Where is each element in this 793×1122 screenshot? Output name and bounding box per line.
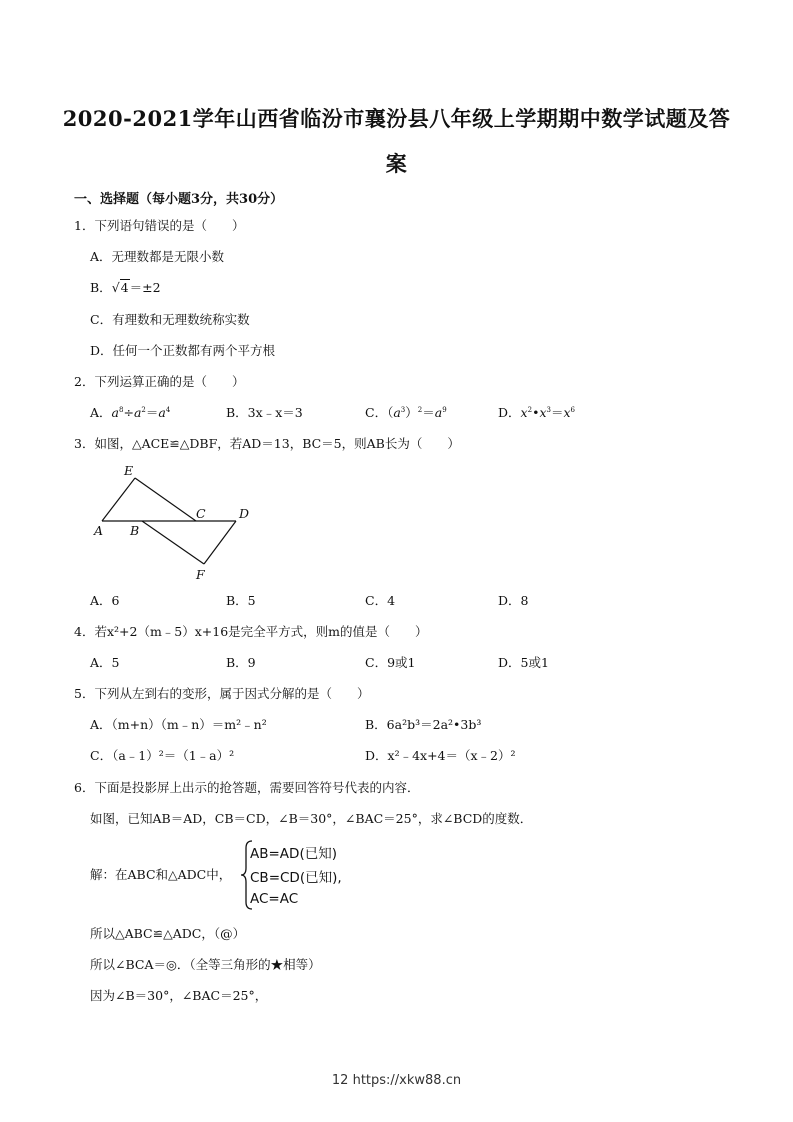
label-c: C <box>196 506 206 521</box>
page-title-line1: 2020-2021学年山西省临汾市襄汾县八年级上学期期中数学试题及答 <box>62 106 731 131</box>
q5-option-b: B．6a²b³＝2a²•3b³ <box>365 717 482 732</box>
q1-option-a: A．无理数都是无限小数 <box>90 249 225 264</box>
section-heading: 一、选择题（每小题3分，共30分） <box>74 192 284 207</box>
q2-option-c-label: C． <box>365 405 388 420</box>
q1-option-b <box>90 280 161 296</box>
q1-option-b-prefix: B． <box>90 280 112 295</box>
q5-stem: 5．下列从左到右的变形，属于因式分解的是（ ） <box>74 686 370 701</box>
q1-option-b-suffix: ＝±2 <box>129 280 161 295</box>
q2-option-a: A．$a^8\div a^2=a^4$ <box>90 405 171 420</box>
label-d: D <box>239 506 250 521</box>
q5-option-a: A．（m+n）（m﹣n）＝m²﹣n² <box>90 717 267 732</box>
system-equation-2: CB=CD(已知), <box>250 870 342 886</box>
q3-option-d: D．8 <box>498 593 529 608</box>
q2-option-c: C．$(a^3)^2=a^9$ <box>365 405 447 420</box>
q4-stem: 4．若x²+2（m﹣5）x+16是完全平方式，则m的值是（ ） <box>74 624 428 639</box>
system-equation-1: AB=AD(已知) <box>250 846 337 862</box>
page-title-line2: 案 <box>385 151 408 176</box>
segment-df <box>204 521 236 564</box>
q3-triangle-figure <box>88 460 268 585</box>
q2-stem: 2．下列运算正确的是（ ） <box>74 374 245 389</box>
q6-solution-intro: 解：在ABC和△ADC中， <box>90 867 232 882</box>
q2-option-d-label: D． <box>498 405 521 420</box>
q4-option-d: D．5或1 <box>498 655 549 670</box>
q1-option-c: C．有理数和无理数统称实数 <box>90 312 250 327</box>
label-e: E <box>124 463 134 478</box>
q2-option-d: D．$x^2•x^3=x^6$ <box>498 405 576 420</box>
q6-given: 如图，已知AB＝AD，CB＝CD，∠B＝30°，∠BAC＝25°，求∠BCD的度数． <box>90 811 533 826</box>
label-f: F <box>196 567 205 582</box>
label-a: A <box>94 523 104 538</box>
q1-option-b-radicand: 4 <box>120 280 129 295</box>
q6-step-1: 所以△ABC≌△ADC，（@） <box>90 926 246 941</box>
segment-ec <box>135 478 196 521</box>
q3-option-b: B．5 <box>226 593 256 608</box>
sqrt-symbol: √ <box>111 280 120 295</box>
q6-step-2: 所以∠BCA＝◎．（全等三角形的★相等） <box>90 957 321 972</box>
q6-step-3: 因为∠B＝30°，∠BAC＝25°， <box>90 988 268 1003</box>
q6-stem: 6．下面是投影屏上出示的抢答题，需要回答符号代表的内容． <box>74 780 420 795</box>
segment-ae <box>102 478 135 521</box>
system-equation-3: AC=AC <box>250 891 299 907</box>
q1-stem: 1．下列语句错误的是（ ） <box>74 218 245 233</box>
q4-option-c: C．9或1 <box>365 655 416 670</box>
q3-option-c: C．4 <box>365 593 396 608</box>
q5-option-d: D．x²﹣4x+4＝（x﹣2）² <box>365 748 516 763</box>
q2-option-a-label: A． <box>90 405 112 420</box>
q1-option-d: D．任何一个正数都有两个平方根 <box>90 343 276 358</box>
q4-option-b: B．9 <box>226 655 256 670</box>
q3-stem: 3．如图，△ACE≌△DBF，若AD＝13，BC＝5，则AB长为（ ） <box>74 436 460 451</box>
q5-option-c: C．（a﹣1）²＝（1﹣a）² <box>90 748 235 763</box>
segment-fb <box>142 521 204 564</box>
page-footer: 12 https://xkw88.cn <box>331 1073 462 1088</box>
q4-option-a: A．5 <box>90 655 120 670</box>
q3-option-a: A．6 <box>90 593 120 608</box>
label-b: B <box>130 523 140 538</box>
q2-option-b: B．3x﹣x＝3 <box>226 405 303 420</box>
